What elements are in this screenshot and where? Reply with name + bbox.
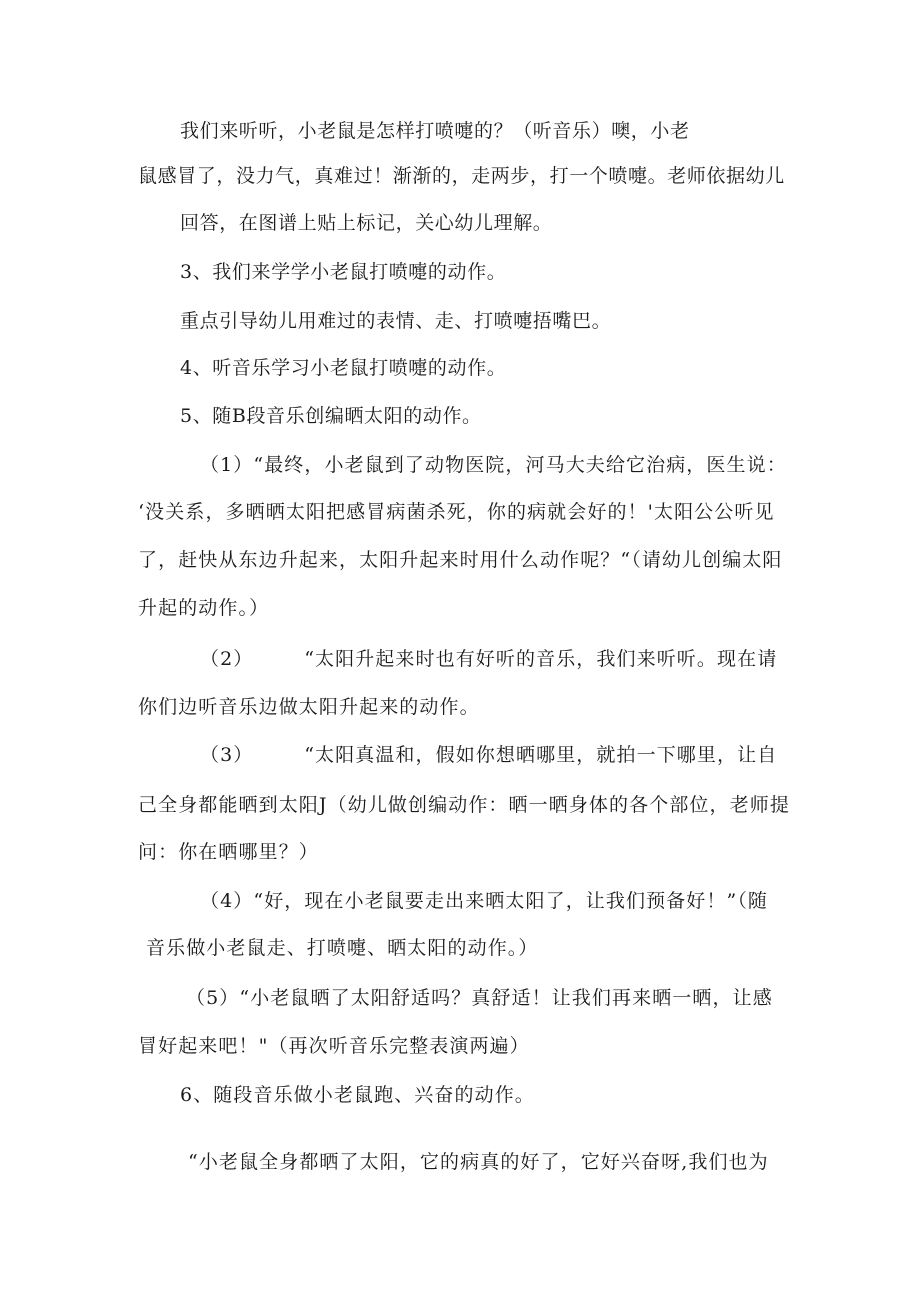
text-line: 升起的动作。） [138,597,270,619]
text-line: 己全身都能晒到太阳J（幼儿做创编动作：晒一晒身体的各个部位，老师提 [138,794,790,816]
text-line: （4）“好，现在小老鼠要走出来晒太阳了，让我们预备好！”（随 [200,890,769,912]
text-line: 5、随B段音乐创编晒太阳的动作。 [180,405,482,427]
text-line: 重点引导幼儿用难过的表情、走、打喷嚏捂嘴巴。 [180,310,612,332]
text-line: （1）“最终，小老鼠到了动物医院，河马大夫给它治病，医生说： [200,454,787,476]
text-line: 你们边听音乐边做太阳升起来的动作。 [138,696,480,718]
text-line: （2） “太阳升起来时也有好听的音乐，我们来听听。现在请 [200,648,778,670]
text-line: 冒好起来吧！"（再次听音乐完整表演两遍） [138,1035,530,1057]
text-line: ‘没关系，多晒晒太阳把感冒病菌杀死，你的病就会好的！'太阳公公听见 [138,501,775,523]
text-line: 音乐做小老鼠走、打喷嚏、晒太阳的动作。） [146,937,539,959]
text-line: 我们来听听，小老鼠是怎样打喷嚏的？（听音乐）噢，小老 [180,120,690,142]
text-line: 3、我们来学学小老鼠打喷嚏的动作。 [180,261,507,283]
text-line: 6、随段音乐做小老鼠跑、兴奋的动作。 [180,1084,535,1106]
text-line: 4、听音乐学习小老鼠打喷嚏的动作。 [180,357,507,379]
text-line: 回答，在图谱上贴上标记，关心幼儿理解。 [180,212,553,234]
text-line: 问：你在晒哪里？） [138,841,319,863]
text-line: （5）“小老鼠晒了太阳舒适吗？真舒适！让我们再来晒一晒，让感 [186,987,773,1009]
text-line: 了，赶快从东边升起来，太阳升起来时用什么动作呢？“（请幼儿创编太阳 [138,549,783,571]
text-line: 鼠感冒了，没力气，真难过！渐渐的，走两步，打一个喷嚏。老师依据幼儿 [138,165,785,187]
text-line: “小老鼠全身都晒了太阳，它的病真的好了，它好兴奋呀,我们也为 [188,1151,769,1173]
text-line: （3） “太阳真温和，假如你想晒哪里，就拍一下哪里，让自 [200,744,778,766]
